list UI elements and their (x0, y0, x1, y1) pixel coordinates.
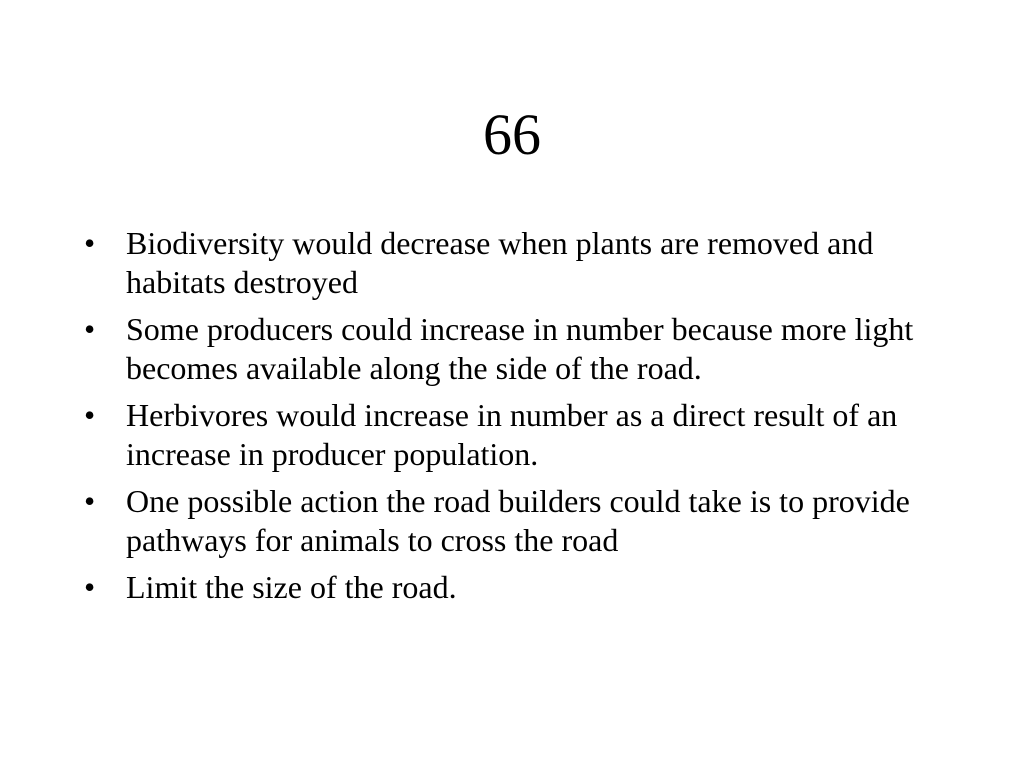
bullet-icon: • (84, 311, 96, 347)
list-item (84, 568, 954, 607)
bullet-icon: • (84, 569, 96, 605)
list-item (84, 224, 954, 302)
bullet-icon: • (84, 225, 96, 261)
slide-title: 66 (483, 102, 541, 167)
bullet-text: Some producers could increase in number because more light becomes available along the side of the road. (126, 311, 914, 386)
bullet-list (84, 224, 954, 615)
bullet-text: One possible action the road builders could take is to provide pathways for animals to cross the road (126, 483, 910, 558)
bullet-icon: • (84, 397, 96, 433)
bullet-text: Limit the size of the road. (126, 569, 457, 605)
list-item (84, 482, 954, 560)
bullet-text: Biodiversity would decrease when plants are removed and habitats destroyed (126, 225, 874, 300)
list-item (84, 310, 954, 388)
bullet-icon: • (84, 483, 96, 519)
list-item (84, 396, 954, 474)
bullet-text: Herbivores would increase in number as a direct result of an increase in producer population. (126, 397, 898, 472)
